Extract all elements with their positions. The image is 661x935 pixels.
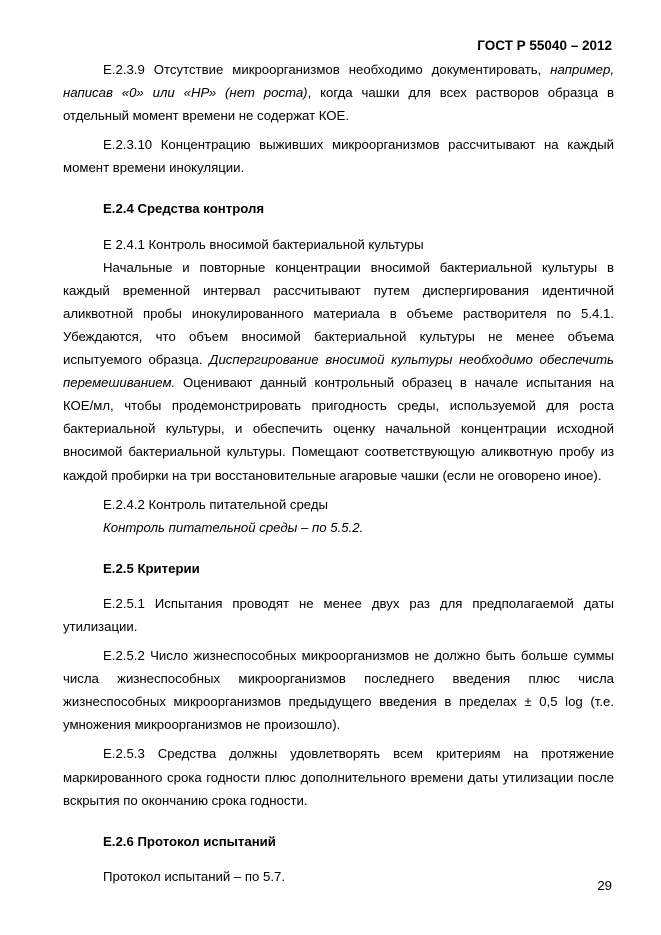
subsection-title-e-2-4-2: Е.2.4.2 Контроль питательной среды: [103, 496, 328, 512]
paragraph-e-2-3-10: Е.2.3.10 Концентрацию выживших микроорганизмов рассчитывают на каждый момент времени инокуляции.: [63, 137, 614, 176]
document-header: ГОСТ Р 55040 – 2012: [477, 38, 612, 53]
paragraph-e-2-4-2: [63, 516, 614, 539]
italic-reference: Контроль питательной среды – по 5.5.2.: [103, 519, 364, 535]
paragraph-e-2-5-2: Е.2.5.2 Число жизнеспособных микроорганизмов не должно быть больше суммы числа жизнеспособных микроорганизмов последнего введения плюс числа жизнеспособных микроорганизмов предыдущего введения в пределах ± 0,5 log (т.е. умножения микроорганизмов не произошло).: [63, 648, 614, 733]
italic-note: Диспергирование вносимой культуры необходимо обеспечить перемешиванием.: [63, 352, 614, 391]
text-span: Е.2.3.9 Отсутствие микроорганизмов необходимо документировать,: [103, 62, 551, 77]
paragraph-e-2-3-9: [63, 58, 614, 127]
page-number: 29: [597, 878, 612, 893]
paragraph-e-2-6: Протокол испытаний – по 5.7.: [103, 868, 286, 884]
text-span: Начальные и повторные концентрации вносимой бактериальной культуры в каждый временной интервал рассчитывают путем диспергирования идентичной аликвотной пробы инокулированного материала в объеме растворителя по 5.4.1. Убеждаются, что объем вносимой бактериальной культуры не менее объема испытуемого образца.: [63, 259, 614, 368]
paragraph-e-2-5-3: Е.2.5.3 Средства должны удовлетворять всем критериям на протяжение маркированного срока годности плюс дополнительного времени даты утилизации после вскрытия по окончанию срока годности.: [63, 746, 614, 808]
text-span: Оценивают данный контрольный образец в начале испытания на КОЕ/мл, чтобы продемонстрировать пригодность среды, используемой для роста бактериальной культуры, и обеспечить оценку начальной концентрации исходной вносимой бактериальной культуры. Помещают соответствующую аликвотную пробу из каждой пробирки на три восстановительные агаровые чашки (если не оговорено иное).: [63, 375, 614, 483]
section-heading-e-2-6: Е.2.6 Протокол испытаний: [103, 833, 276, 849]
paragraph-e-2-5-1: Е.2.5.1 Испытания проводят не менее двух раз для предполагаемой даты утилизации.: [63, 595, 614, 634]
section-heading-e-2-4: Е.2.4 Средства контроля: [103, 201, 265, 217]
italic-example: например, написав «0» или «НР» (нет роста): [63, 62, 614, 101]
section-heading-e-2-5: Е.2.5 Критерии: [103, 560, 200, 576]
subsection-title-e-2-4-1: Е 2.4.1 Контроль вносимой бактериальной культуры: [103, 236, 424, 252]
text-span: , когда чашки для всех растворов образца в отдельный момент времени не содержат КОЕ.: [63, 85, 614, 124]
paragraph-e-2-4-1: [63, 256, 614, 487]
document-body: [63, 58, 614, 888]
